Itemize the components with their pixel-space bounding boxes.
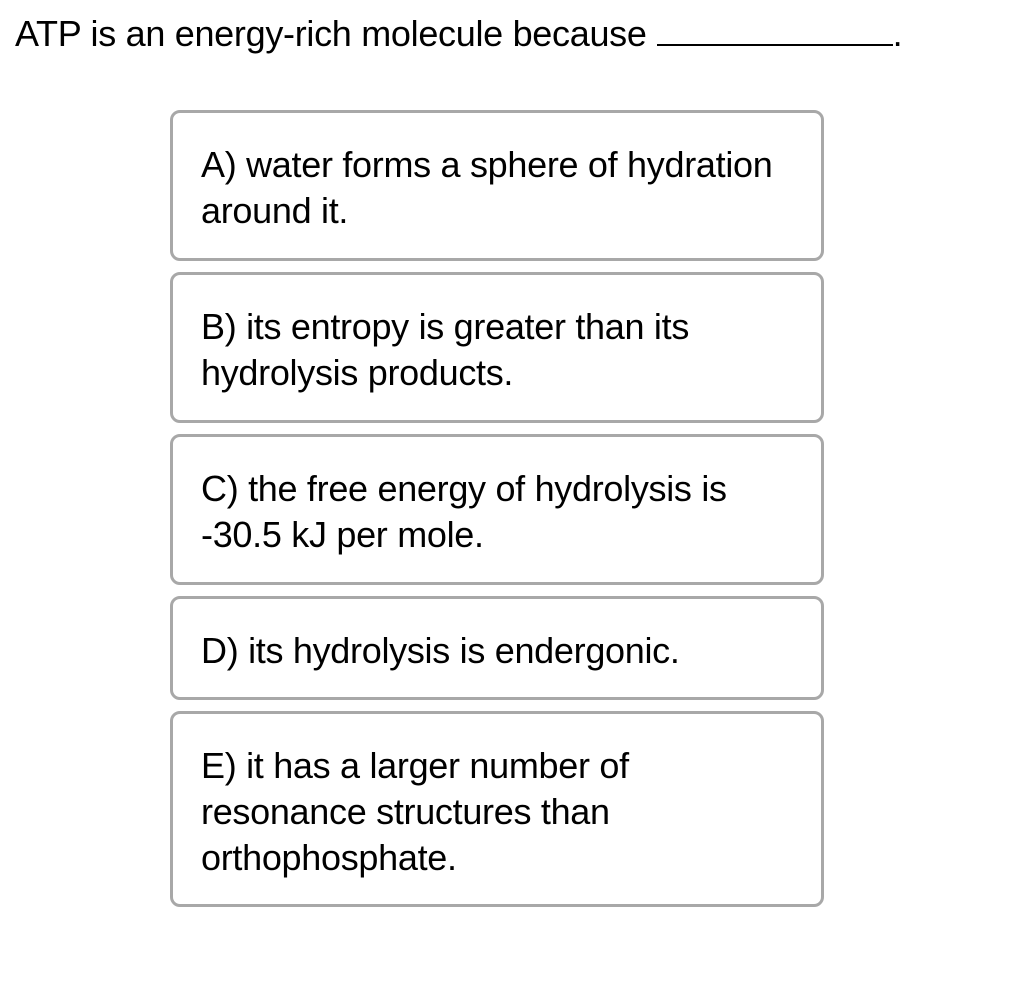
option-c-text: C) the free energy of hydrolysis is -30.5 kJ per mole.	[201, 468, 727, 555]
option-d[interactable]	[170, 596, 824, 700]
question-prompt	[15, 12, 902, 56]
option-a[interactable]	[170, 110, 824, 261]
option-b-text: B) its entropy is greater than its hydrolysis products.	[201, 306, 690, 393]
option-b[interactable]	[170, 272, 824, 423]
option-a-text: A) water forms a sphere of hydration around it.	[201, 144, 773, 231]
answer-options	[170, 110, 824, 918]
answer-blank	[657, 14, 893, 46]
question-period: .	[892, 13, 903, 54]
option-d-text: D) its hydrolysis is endergonic.	[201, 630, 680, 671]
option-c[interactable]	[170, 434, 824, 585]
option-e[interactable]	[170, 711, 824, 907]
option-e-text: E) it has a larger number of resonance structures than orthophosphate.	[201, 745, 629, 878]
question-text: ATP is an energy-rich molecule because	[15, 13, 647, 54]
